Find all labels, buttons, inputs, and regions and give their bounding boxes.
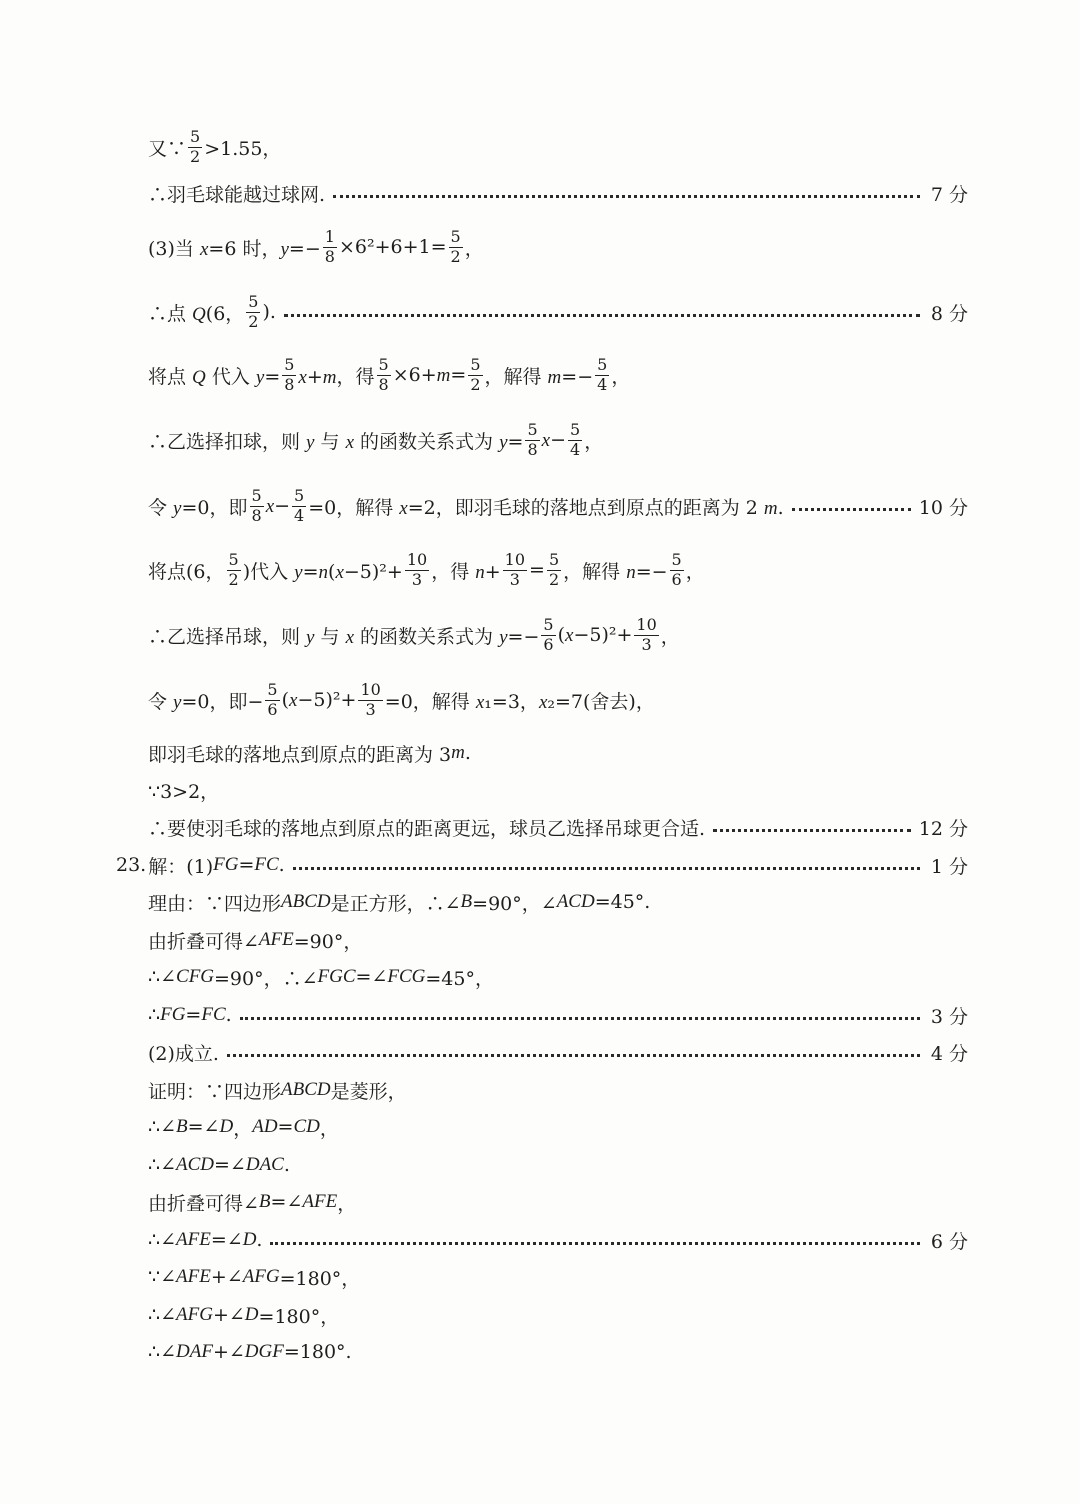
score-mark: 7 分 bbox=[930, 183, 968, 206]
solution-line bbox=[148, 225, 968, 269]
line-segment: >1.55， bbox=[204, 137, 282, 160]
line-segment: =0，解得 x=2，即羽毛球的落地点到原点的距离为 2 m. bbox=[308, 496, 784, 519]
fraction: $\frac{5}{8}$ bbox=[527, 419, 538, 459]
fraction: $\frac{5}{2}$ bbox=[190, 126, 201, 166]
solution-line bbox=[148, 1112, 968, 1142]
line-segment: (3)当 x=6 时，y=− bbox=[148, 237, 321, 260]
solution-line bbox=[148, 678, 968, 722]
solution-line bbox=[148, 178, 968, 208]
line-segment: = bbox=[529, 559, 545, 581]
line-text: ∴∠ CFG =90°，∴∠ FGC =∠ FCG =45°， bbox=[148, 966, 494, 990]
line-segment: ∴点 Q bbox=[148, 302, 206, 325]
line-segment: ∴乙选择扣球，则 y 与 x 的函数关系式为 y= bbox=[148, 430, 524, 453]
score-mark: 4 分 bbox=[930, 1042, 968, 1065]
fraction: $\frac{5}{6}$ bbox=[267, 679, 278, 719]
line-text: ∴羽毛球能越过球网. bbox=[148, 183, 326, 206]
question-number: 23. bbox=[116, 854, 147, 876]
fraction: $\frac{10}{3}$ bbox=[406, 549, 428, 589]
fraction: $\frac{5}{6}$ bbox=[671, 549, 682, 589]
line-segment: 又∵ bbox=[148, 137, 187, 160]
solution-line bbox=[148, 738, 968, 768]
dot-leader bbox=[293, 867, 920, 870]
line-segment: =0，解得 x₁=3，x₂=7(舍去)， bbox=[384, 690, 655, 713]
score-mark: 10 分 bbox=[918, 496, 968, 519]
line-segment: 令 y=0，即 bbox=[148, 496, 248, 519]
solution-line bbox=[148, 962, 968, 992]
fraction: $\frac{5}{2}$ bbox=[450, 226, 461, 266]
line-text bbox=[148, 419, 604, 459]
solution-line bbox=[148, 1187, 968, 1217]
fraction: $\frac{5}{4}$ bbox=[570, 419, 581, 459]
solution-line bbox=[148, 353, 968, 397]
solution-line bbox=[148, 125, 968, 169]
line-text: ∴∠ ACD =∠ DAC . bbox=[148, 1154, 290, 1176]
solution-line bbox=[148, 1037, 968, 1067]
line-segment: )代入 y=n(x−5)²+ bbox=[242, 560, 403, 583]
solution-line bbox=[148, 1150, 968, 1180]
score-mark: 12 分 bbox=[918, 817, 968, 840]
dot-leader bbox=[240, 1017, 920, 1020]
solution-line bbox=[148, 418, 968, 462]
line-text: ∴∠ DAF +∠ DGF =180°. bbox=[148, 1341, 352, 1363]
fraction: $\frac{5}{4}$ bbox=[294, 485, 305, 525]
line-segment: x+m，得 bbox=[298, 365, 375, 388]
line-segment: (x−5)²+ bbox=[557, 623, 633, 646]
solution-line bbox=[148, 887, 968, 917]
line-segment: 将点(6， bbox=[148, 560, 225, 583]
solution-line bbox=[148, 613, 968, 657]
score-mark: 3 分 bbox=[930, 1005, 968, 1028]
line-segment: ). bbox=[262, 301, 276, 323]
line-segment: (x−5)²+ bbox=[281, 688, 357, 711]
line-text: 证明：∵四边形 ABCD 是菱形， bbox=[148, 1079, 407, 1103]
fraction: $\frac{1}{8}$ bbox=[324, 226, 335, 266]
line-text: ∵∠ AFE +∠ AFG =180°， bbox=[148, 1266, 361, 1290]
fraction: $\frac{10}{3}$ bbox=[636, 614, 657, 654]
line-text bbox=[148, 614, 680, 654]
line-text bbox=[148, 354, 631, 394]
line-segment: ，得 n+ bbox=[431, 560, 501, 583]
fraction: $\frac{5}{8}$ bbox=[284, 354, 295, 394]
solution-line bbox=[148, 1075, 968, 1105]
fraction: $\frac{10}{3}$ bbox=[360, 679, 381, 719]
dot-leader bbox=[713, 829, 911, 832]
fraction: $\frac{5}{2}$ bbox=[228, 549, 239, 589]
line-segment: ， bbox=[611, 365, 631, 388]
solution-line bbox=[148, 548, 968, 592]
line-segment: (6， bbox=[205, 302, 245, 325]
line-text: 由折叠可得∠ B =∠ AFE ， bbox=[148, 1191, 357, 1215]
line-text bbox=[148, 126, 282, 166]
dot-leader bbox=[227, 1054, 920, 1057]
line-segment: 将点 Q 代入 y= bbox=[148, 365, 281, 388]
line-text: ∴∠ AFE =∠ D . bbox=[148, 1229, 263, 1251]
line-text: 由折叠可得∠ AFE =90°， bbox=[148, 929, 363, 953]
score-mark: 1 分 bbox=[930, 855, 968, 878]
line-segment: ，解得 n=− bbox=[563, 560, 668, 583]
line-text bbox=[148, 549, 705, 589]
fraction: $\frac{5}{8}$ bbox=[251, 485, 262, 525]
score-mark: 6 分 bbox=[930, 1230, 968, 1253]
solution-line bbox=[148, 1225, 968, 1255]
line-text bbox=[148, 226, 484, 266]
solution-line bbox=[148, 1262, 968, 1292]
fraction: $\frac{5}{8}$ bbox=[378, 354, 389, 394]
dot-leader bbox=[270, 1242, 920, 1245]
line-segment: 令 y=0，即− bbox=[148, 690, 264, 713]
line-text bbox=[148, 291, 276, 331]
line-text: ∵3>2， bbox=[148, 780, 220, 803]
line-text: ∴∠ B =∠ D ， AD = CD ， bbox=[148, 1116, 339, 1140]
fraction: $\frac{5}{2}$ bbox=[470, 354, 481, 394]
line-text: 理由：∵四边形 ABCD 是正方形，∴∠ B =90°，∠ ACD =45°. bbox=[148, 891, 651, 915]
solution-line bbox=[148, 484, 968, 528]
solution-line bbox=[148, 1000, 968, 1030]
solution-line bbox=[148, 1337, 968, 1367]
solution-line bbox=[148, 1300, 968, 1330]
score-mark: 8 分 bbox=[930, 302, 968, 325]
line-text: (2)成立. bbox=[148, 1042, 219, 1065]
line-segment: ，解得 m=− bbox=[484, 365, 594, 388]
line-text: ∴∠ AFG +∠ D =180°， bbox=[148, 1304, 340, 1328]
line-segment: ×6²+6+1= bbox=[338, 236, 447, 258]
line-text bbox=[148, 679, 655, 719]
line-segment: ×6+m= bbox=[392, 363, 467, 386]
solution-line bbox=[148, 925, 968, 955]
line-text: 即羽毛球的落地点到原点的距离为 3 m . bbox=[148, 742, 471, 766]
line-text: ∴要使羽毛球的落地点到原点的距离更远，球员乙选择吊球更合适. bbox=[148, 817, 706, 840]
fraction: $\frac{5}{2}$ bbox=[548, 549, 560, 589]
solution-line bbox=[148, 775, 968, 805]
line-segment: ， bbox=[660, 625, 680, 648]
dot-leader bbox=[792, 508, 911, 511]
line-segment: x− bbox=[541, 428, 567, 451]
line-text: ∴ FG = FC . bbox=[148, 1004, 232, 1026]
line-text: 解：(1) FG = FC . bbox=[148, 854, 285, 878]
dot-leader bbox=[284, 314, 920, 317]
line-segment: ， bbox=[685, 560, 705, 583]
solution-line bbox=[148, 812, 968, 842]
dot-leader bbox=[333, 195, 920, 198]
solution-line bbox=[148, 290, 968, 334]
fraction: $\frac{5}{2}$ bbox=[248, 291, 259, 331]
line-segment: ， bbox=[584, 430, 604, 453]
line-segment: x− bbox=[265, 494, 291, 517]
line-text bbox=[148, 485, 784, 525]
line-segment: ∴乙选择吊球，则 y 与 x 的函数关系式为 y=− bbox=[148, 625, 540, 648]
fraction: $\frac{10}{3}$ bbox=[504, 549, 526, 589]
fraction: $\frac{5}{4}$ bbox=[597, 354, 608, 394]
fraction: $\frac{5}{6}$ bbox=[543, 614, 554, 654]
line-segment: ， bbox=[464, 237, 484, 260]
solution-line bbox=[116, 850, 968, 880]
